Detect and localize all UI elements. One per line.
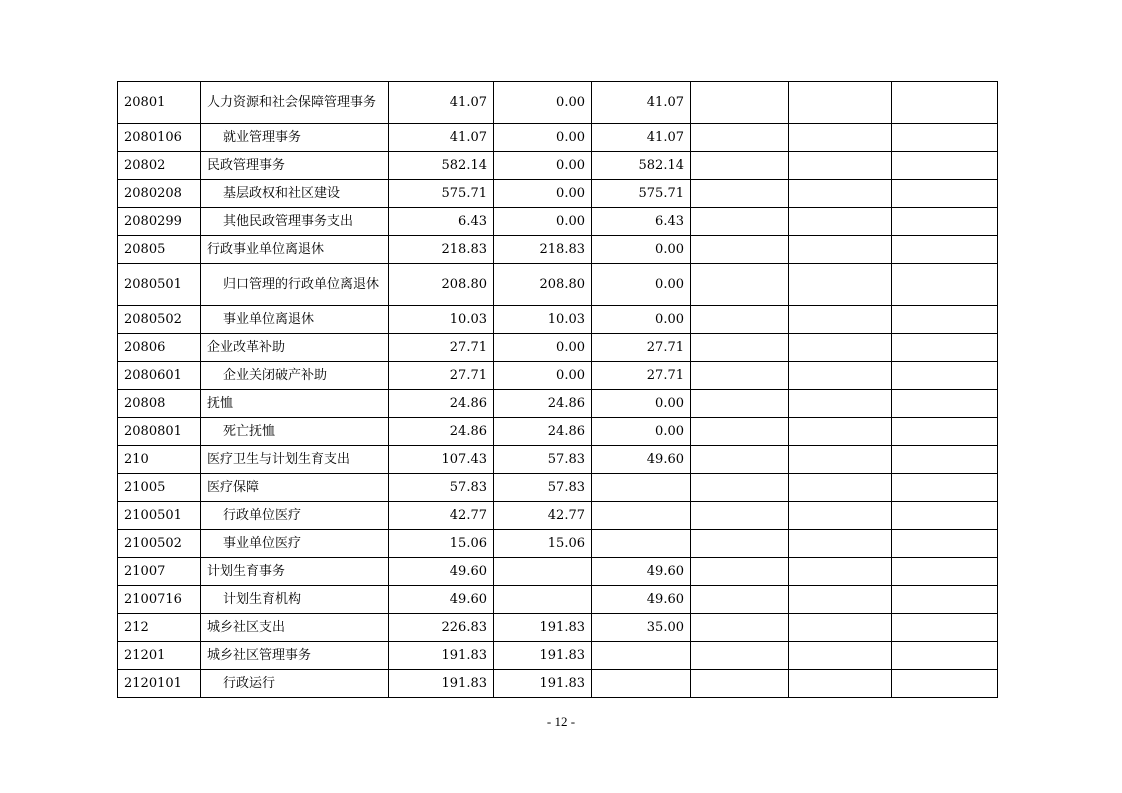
cell-project (592, 642, 691, 670)
cell-basic (494, 558, 592, 586)
cell-basic: 24.86 (494, 390, 592, 418)
cell-code: 2080299 (118, 208, 201, 236)
cell-name: 城乡社区支出 (201, 614, 389, 642)
cell-empty-2 (789, 474, 892, 502)
cell-empty-3 (892, 390, 998, 418)
cell-total: 208.80 (389, 264, 494, 306)
cell-empty-1 (691, 152, 789, 180)
cell-empty-1 (691, 614, 789, 642)
cell-total: 24.86 (389, 390, 494, 418)
cell-code: 20801 (118, 82, 201, 124)
table-row (118, 180, 998, 208)
cell-empty-3 (892, 334, 998, 362)
cell-empty-3 (892, 558, 998, 586)
cell-name: 城乡社区管理事务 (201, 642, 389, 670)
cell-empty-2 (789, 670, 892, 698)
cell-empty-3 (892, 614, 998, 642)
cell-code: 2120101 (118, 670, 201, 698)
cell-name: 企业改革补助 (201, 334, 389, 362)
cell-project: 49.60 (592, 446, 691, 474)
cell-project: 6.43 (592, 208, 691, 236)
table-row (118, 642, 998, 670)
cell-basic: 57.83 (494, 446, 592, 474)
cell-code: 20806 (118, 334, 201, 362)
cell-empty-1 (691, 390, 789, 418)
page-number: - 12 - (546, 714, 576, 729)
table-row (118, 670, 998, 698)
cell-code: 21005 (118, 474, 201, 502)
cell-basic: 24.86 (494, 418, 592, 446)
table-row (118, 124, 998, 152)
cell-code: 2100716 (118, 586, 201, 614)
cell-basic: 208.80 (494, 264, 592, 306)
cell-project (592, 530, 691, 558)
cell-empty-1 (691, 334, 789, 362)
cell-name: 抚恤 (201, 390, 389, 418)
cell-code: 210 (118, 446, 201, 474)
cell-basic: 0.00 (494, 124, 592, 152)
cell-total: 218.83 (389, 236, 494, 264)
table-row (118, 152, 998, 180)
cell-empty-3 (892, 124, 998, 152)
cell-code: 2080601 (118, 362, 201, 390)
cell-project: 41.07 (592, 82, 691, 124)
cell-empty-2 (789, 124, 892, 152)
cell-empty-2 (789, 152, 892, 180)
cell-code: 2080801 (118, 418, 201, 446)
cell-basic: 0.00 (494, 152, 592, 180)
cell-project: 582.14 (592, 152, 691, 180)
cell-empty-2 (789, 558, 892, 586)
table-row (118, 586, 998, 614)
cell-basic: 191.83 (494, 642, 592, 670)
cell-code: 20808 (118, 390, 201, 418)
cell-total: 27.71 (389, 362, 494, 390)
cell-name: 事业单位离退休 (201, 306, 389, 334)
cell-project (592, 670, 691, 698)
cell-name: 行政运行 (201, 670, 389, 698)
cell-code: 2100501 (118, 502, 201, 530)
cell-empty-2 (789, 180, 892, 208)
cell-empty-2 (789, 446, 892, 474)
cell-basic: 191.83 (494, 670, 592, 698)
cell-empty-3 (892, 208, 998, 236)
cell-name: 事业单位医疗 (201, 530, 389, 558)
table-row (118, 530, 998, 558)
table-row (118, 362, 998, 390)
cell-empty-3 (892, 474, 998, 502)
cell-code: 21201 (118, 642, 201, 670)
cell-empty-2 (789, 642, 892, 670)
cell-empty-3 (892, 362, 998, 390)
cell-project: 0.00 (592, 390, 691, 418)
cell-total: 57.83 (389, 474, 494, 502)
cell-total: 582.14 (389, 152, 494, 180)
table-row (118, 614, 998, 642)
table-row (118, 306, 998, 334)
cell-total: 10.03 (389, 306, 494, 334)
cell-name: 民政管理事务 (201, 152, 389, 180)
cell-name: 人力资源和社会保障管理事务 (201, 82, 389, 124)
cell-total: 191.83 (389, 642, 494, 670)
cell-project: 0.00 (592, 418, 691, 446)
cell-empty-1 (691, 474, 789, 502)
cell-name: 基层政权和社区建设 (201, 180, 389, 208)
cell-name: 就业管理事务 (201, 124, 389, 152)
cell-total: 226.83 (389, 614, 494, 642)
cell-code: 212 (118, 614, 201, 642)
cell-empty-1 (691, 82, 789, 124)
cell-total: 49.60 (389, 586, 494, 614)
cell-code: 2080502 (118, 306, 201, 334)
table-row (118, 236, 998, 264)
cell-total: 41.07 (389, 124, 494, 152)
cell-code: 20802 (118, 152, 201, 180)
cell-name: 死亡抚恤 (201, 418, 389, 446)
cell-total: 15.06 (389, 530, 494, 558)
cell-empty-2 (789, 530, 892, 558)
table-row (118, 390, 998, 418)
cell-empty-2 (789, 390, 892, 418)
cell-empty-3 (892, 264, 998, 306)
table-row (118, 418, 998, 446)
cell-empty-1 (691, 670, 789, 698)
cell-total: 6.43 (389, 208, 494, 236)
table-row (118, 502, 998, 530)
table-row (118, 446, 998, 474)
cell-empty-1 (691, 418, 789, 446)
cell-project: 0.00 (592, 306, 691, 334)
cell-project: 27.71 (592, 334, 691, 362)
cell-name: 计划生育事务 (201, 558, 389, 586)
cell-empty-3 (892, 82, 998, 124)
cell-empty-1 (691, 586, 789, 614)
cell-empty-1 (691, 558, 789, 586)
cell-name: 计划生育机构 (201, 586, 389, 614)
cell-empty-2 (789, 82, 892, 124)
cell-empty-1 (691, 502, 789, 530)
cell-empty-3 (892, 418, 998, 446)
cell-code: 2080208 (118, 180, 201, 208)
cell-empty-3 (892, 530, 998, 558)
cell-empty-1 (691, 208, 789, 236)
table-body (118, 82, 998, 698)
cell-empty-1 (691, 264, 789, 306)
cell-empty-3 (892, 586, 998, 614)
cell-empty-1 (691, 124, 789, 152)
cell-project: 27.71 (592, 362, 691, 390)
cell-project (592, 502, 691, 530)
cell-empty-2 (789, 334, 892, 362)
cell-name: 行政事业单位离退休 (201, 236, 389, 264)
cell-empty-2 (789, 306, 892, 334)
cell-name: 企业关闭破产补助 (201, 362, 389, 390)
cell-empty-1 (691, 180, 789, 208)
cell-name: 医疗卫生与计划生育支出 (201, 446, 389, 474)
cell-project: 575.71 (592, 180, 691, 208)
cell-empty-3 (892, 502, 998, 530)
cell-empty-3 (892, 152, 998, 180)
cell-empty-3 (892, 306, 998, 334)
cell-empty-3 (892, 180, 998, 208)
cell-empty-2 (789, 362, 892, 390)
cell-basic: 57.83 (494, 474, 592, 502)
cell-project: 0.00 (592, 236, 691, 264)
cell-empty-2 (789, 264, 892, 306)
cell-total: 575.71 (389, 180, 494, 208)
cell-empty-1 (691, 642, 789, 670)
cell-project: 41.07 (592, 124, 691, 152)
cell-total: 49.60 (389, 558, 494, 586)
cell-basic: 10.03 (494, 306, 592, 334)
cell-empty-1 (691, 530, 789, 558)
cell-empty-2 (789, 614, 892, 642)
cell-project: 49.60 (592, 558, 691, 586)
cell-empty-2 (789, 586, 892, 614)
cell-empty-2 (789, 502, 892, 530)
cell-empty-1 (691, 362, 789, 390)
cell-basic: 0.00 (494, 82, 592, 124)
table-row (118, 558, 998, 586)
cell-basic: 191.83 (494, 614, 592, 642)
cell-empty-3 (892, 642, 998, 670)
cell-project: 0.00 (592, 264, 691, 306)
cell-basic: 0.00 (494, 180, 592, 208)
cell-total: 27.71 (389, 334, 494, 362)
cell-total: 41.07 (389, 82, 494, 124)
cell-basic (494, 586, 592, 614)
cell-empty-2 (789, 418, 892, 446)
cell-basic: 42.77 (494, 502, 592, 530)
cell-empty-2 (789, 236, 892, 264)
table-row (118, 334, 998, 362)
cell-basic: 15.06 (494, 530, 592, 558)
cell-basic: 0.00 (494, 334, 592, 362)
cell-project (592, 474, 691, 502)
cell-basic: 218.83 (494, 236, 592, 264)
cell-basic: 0.00 (494, 208, 592, 236)
cell-empty-3 (892, 446, 998, 474)
table-row (118, 208, 998, 236)
budget-table (117, 81, 998, 698)
cell-total: 191.83 (389, 670, 494, 698)
cell-total: 24.86 (389, 418, 494, 446)
cell-project: 35.00 (592, 614, 691, 642)
cell-name: 归口管理的行政单位离退休 (201, 264, 389, 306)
cell-code: 21007 (118, 558, 201, 586)
cell-name: 行政单位医疗 (201, 502, 389, 530)
cell-basic: 0.00 (494, 362, 592, 390)
cell-empty-3 (892, 236, 998, 264)
cell-code: 20805 (118, 236, 201, 264)
cell-code: 2080501 (118, 264, 201, 306)
table-row (118, 264, 998, 306)
cell-empty-2 (789, 208, 892, 236)
cell-empty-1 (691, 446, 789, 474)
table-row (118, 474, 998, 502)
cell-empty-1 (691, 306, 789, 334)
cell-code: 2080106 (118, 124, 201, 152)
cell-total: 42.77 (389, 502, 494, 530)
cell-empty-3 (892, 670, 998, 698)
cell-empty-1 (691, 236, 789, 264)
cell-code: 2100502 (118, 530, 201, 558)
cell-project: 49.60 (592, 586, 691, 614)
cell-total: 107.43 (389, 446, 494, 474)
cell-name: 医疗保障 (201, 474, 389, 502)
cell-name: 其他民政管理事务支出 (201, 208, 389, 236)
table-row (118, 82, 998, 124)
